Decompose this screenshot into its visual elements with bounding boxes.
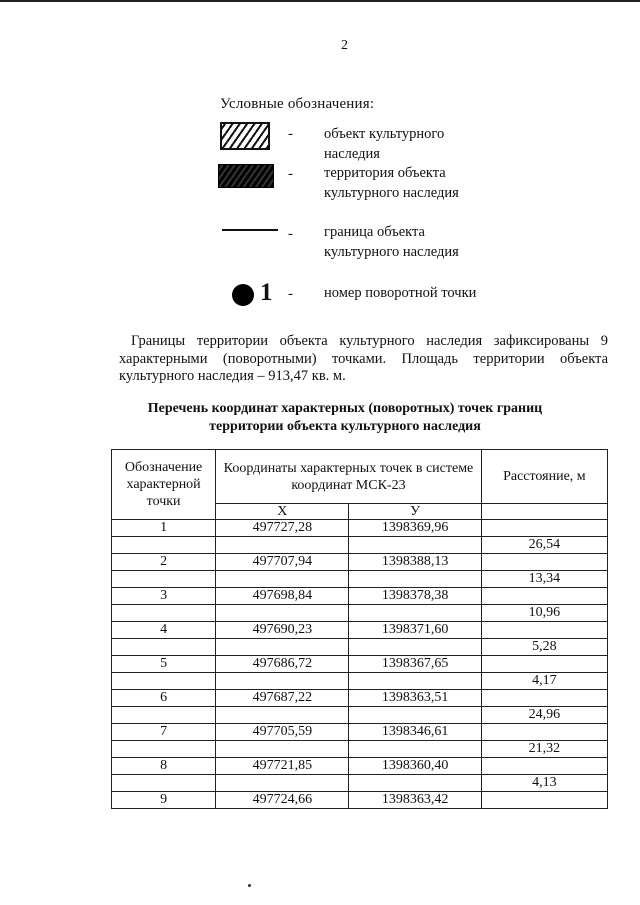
x-coordinate: 497707,94	[216, 554, 349, 571]
x-empty	[216, 707, 349, 724]
coordinates-table	[111, 449, 608, 809]
distance-value: 13,34	[481, 571, 607, 588]
y-empty	[349, 741, 481, 758]
x-empty	[216, 571, 349, 588]
boundaries-paragraph: Границы территории объекта культурного наследия зафиксированы 9 характерными (поворотными) точками. Площадь территории объекта культурного наследия – 913,47 кв. м.	[119, 333, 608, 384]
point-empty	[112, 741, 216, 758]
point-empty	[112, 571, 216, 588]
y-coordinate: 1398363,51	[349, 690, 481, 707]
distance-empty	[481, 656, 607, 673]
point-empty	[112, 775, 216, 792]
x-coordinate: 497727,28	[216, 520, 349, 537]
point-number-label: 1	[260, 279, 273, 306]
y-coordinate: 1398369,96	[349, 520, 481, 537]
point-dot-icon	[232, 284, 254, 306]
point-header: Обозначение характерной точки	[112, 450, 216, 520]
y-empty	[349, 673, 481, 690]
x-empty	[216, 605, 349, 622]
point-number: 8	[112, 758, 216, 775]
x-coordinate: 497724,66	[216, 792, 349, 809]
x-empty	[216, 741, 349, 758]
coordinates-table-body	[112, 520, 608, 809]
distance-value: 21,32	[481, 741, 607, 758]
x-coordinate: 497690,23	[216, 622, 349, 639]
point-empty	[112, 707, 216, 724]
point-number: 7	[112, 724, 216, 741]
x-empty	[216, 673, 349, 690]
legend-text-boundary: граница объекта культурного наследия	[324, 224, 459, 260]
y-empty	[349, 571, 481, 588]
table-row	[112, 622, 608, 639]
y-coordinate: 1398367,65	[349, 656, 481, 673]
legend-dash: -	[288, 286, 293, 302]
distance-value: 24,96	[481, 707, 607, 724]
table-row	[112, 588, 608, 605]
distance-empty	[481, 758, 607, 775]
x-empty	[216, 639, 349, 656]
point-empty	[112, 673, 216, 690]
y-coordinate: 1398378,38	[349, 588, 481, 605]
scan-speck	[248, 884, 251, 887]
table-row	[112, 639, 608, 656]
distance-value: 10,96	[481, 605, 607, 622]
y-empty	[349, 605, 481, 622]
distance-value: 4,13	[481, 775, 607, 792]
point-number: 2	[112, 554, 216, 571]
table-row	[112, 554, 608, 571]
table-row	[112, 775, 608, 792]
distance-value: 26,54	[481, 537, 607, 554]
point-empty	[112, 605, 216, 622]
x-empty	[216, 775, 349, 792]
table-row	[112, 724, 608, 741]
page-top-border	[0, 0, 640, 2]
y-empty	[349, 537, 481, 554]
distance-subheader-empty	[481, 504, 607, 520]
y-empty	[349, 707, 481, 724]
legend-text-object: объект культурного наследия	[324, 126, 445, 162]
distance-empty	[481, 622, 607, 639]
table-row	[112, 656, 608, 673]
x-coordinate: 497698,84	[216, 588, 349, 605]
table-row	[112, 690, 608, 707]
point-number: 6	[112, 690, 216, 707]
table-row	[112, 605, 608, 622]
table-row	[112, 792, 608, 809]
table-row	[112, 673, 608, 690]
point-number: 4	[112, 622, 216, 639]
y-header: У	[349, 504, 481, 520]
table-row	[112, 571, 608, 588]
table-row	[112, 758, 608, 775]
coords-header: Координаты характерных точек в системе координат МСК-23	[216, 450, 482, 504]
table-row	[112, 537, 608, 554]
legend-dash: -	[288, 226, 293, 242]
point-number: 9	[112, 792, 216, 809]
table-row	[112, 520, 608, 537]
distance-empty	[481, 520, 607, 537]
distance-empty	[481, 724, 607, 741]
distance-value: 5,28	[481, 639, 607, 656]
legend-title: Условные обозначения:	[220, 96, 375, 112]
legend-dash: -	[288, 126, 293, 142]
x-header: X	[216, 504, 349, 520]
coordinates-list-title: Перечень координат характерных (поворотных) точек границ территории объекта культурного наследия	[147, 401, 543, 434]
x-coordinate: 497705,59	[216, 724, 349, 741]
page-number: 2	[341, 38, 348, 53]
distance-empty	[481, 588, 607, 605]
point-number: 1	[112, 520, 216, 537]
legend-dash: -	[288, 166, 293, 182]
x-coordinate: 497686,72	[216, 656, 349, 673]
point-empty	[112, 639, 216, 656]
x-coordinate: 497721,85	[216, 758, 349, 775]
y-coordinate: 1398371,60	[349, 622, 481, 639]
y-empty	[349, 775, 481, 792]
distance-value: 4,17	[481, 673, 607, 690]
point-number: 5	[112, 656, 216, 673]
legend-text-point: номер поворотной точки	[324, 285, 477, 301]
distance-empty	[481, 792, 607, 809]
dark-rectangle-icon	[218, 164, 274, 188]
y-coordinate: 1398360,40	[349, 758, 481, 775]
distance-empty	[481, 554, 607, 571]
x-empty	[216, 537, 349, 554]
legend-text-territory: территория объекта культурного наследия	[324, 165, 459, 201]
x-coordinate: 497687,22	[216, 690, 349, 707]
point-empty	[112, 537, 216, 554]
table-row	[112, 707, 608, 724]
distance-empty	[481, 690, 607, 707]
y-empty	[349, 639, 481, 656]
y-coordinate: 1398346,61	[349, 724, 481, 741]
y-coordinate: 1398388,13	[349, 554, 481, 571]
table-row	[112, 741, 608, 758]
y-coordinate: 1398363,42	[349, 792, 481, 809]
boundary-line-icon	[222, 229, 278, 231]
point-number: 3	[112, 588, 216, 605]
hatched-rectangle-icon	[220, 122, 270, 150]
distance-header: Расстояние, м	[481, 450, 607, 504]
